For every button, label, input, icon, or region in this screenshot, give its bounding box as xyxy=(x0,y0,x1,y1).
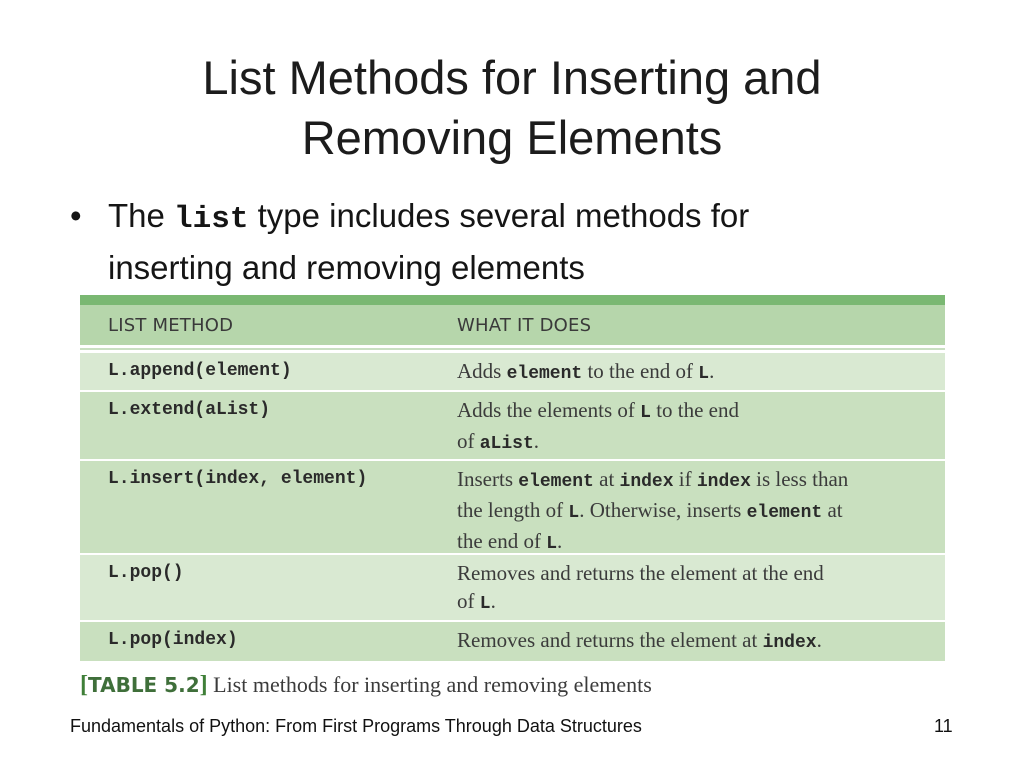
description-text: the length of xyxy=(457,498,569,522)
description-cell xyxy=(457,465,927,558)
description-code: element xyxy=(506,364,583,384)
description-code: index xyxy=(696,472,751,492)
description-text: Adds the elements of xyxy=(457,398,641,422)
table-top-bar xyxy=(80,295,945,305)
table-row xyxy=(80,353,945,390)
title-line-2: Removing Elements xyxy=(301,111,723,164)
description-text: . xyxy=(490,589,496,613)
method-cell: L.pop(index) xyxy=(108,630,238,650)
description-code: element xyxy=(746,503,823,523)
method-cell: L.insert(index, element) xyxy=(108,469,368,489)
caption-close-bracket: ] xyxy=(199,672,208,698)
bullet-marker: • xyxy=(70,197,82,234)
caption-label: TABLE 5.2 xyxy=(88,673,200,697)
description-cell xyxy=(457,396,927,458)
method-cell: L.append(element) xyxy=(108,361,292,381)
description-text: the end of xyxy=(457,529,547,553)
bullet-text xyxy=(108,192,868,292)
description-text: . xyxy=(557,529,563,553)
description-cell xyxy=(457,357,927,388)
table-row xyxy=(80,392,945,459)
caption-text: List methods for inserting and removing elements xyxy=(207,672,652,697)
table-body xyxy=(80,353,945,661)
description-code: L xyxy=(546,534,558,554)
method-cell: L.pop() xyxy=(108,563,184,583)
description-code: index xyxy=(619,472,674,492)
description-text: . Otherwise, inserts xyxy=(579,498,747,522)
table-row xyxy=(80,461,945,553)
table-row xyxy=(80,622,945,661)
description-text: . xyxy=(533,429,540,453)
slide-title xyxy=(0,48,1024,168)
description-text: at xyxy=(822,498,843,522)
description-text: if xyxy=(673,467,697,491)
description-text: Adds xyxy=(457,359,507,383)
description-code: L xyxy=(640,403,651,423)
table-header xyxy=(80,305,945,345)
method-cell: L.extend(aList) xyxy=(108,400,271,420)
description-text: to the end of xyxy=(582,359,699,383)
bullet-text-after: type includes several methods for inserting and removing elements xyxy=(108,197,750,286)
bullet-text-before: The xyxy=(108,197,175,234)
header-list-method: LIST METHOD xyxy=(108,315,234,336)
description-text: . xyxy=(709,359,715,383)
description-text: at xyxy=(593,467,620,491)
table-row xyxy=(80,555,945,620)
methods-table xyxy=(80,295,945,661)
footer-text: Fundamentals of Python: From First Programs Through Data Structures xyxy=(70,716,642,736)
page-number: 11 xyxy=(934,716,953,736)
description-text: to the end xyxy=(650,398,739,422)
description-text: . xyxy=(816,628,822,652)
description-text: Inserts xyxy=(457,467,519,491)
table-caption xyxy=(80,672,945,699)
description-code: aList xyxy=(479,434,534,454)
description-cell xyxy=(457,626,927,657)
description-text: is less than xyxy=(750,467,849,491)
title-line-1: List Methods for Inserting and xyxy=(202,51,822,104)
description-text: of xyxy=(457,429,480,453)
description-code: L xyxy=(698,364,710,384)
description-code: element xyxy=(518,472,594,492)
description-cell xyxy=(457,559,927,618)
description-text: of xyxy=(457,589,480,613)
header-what-it-does: WHAT IT DOES xyxy=(457,315,592,336)
description-text: Removes and returns the element at xyxy=(457,628,763,652)
description-code: index xyxy=(762,633,817,653)
caption-open-bracket: [ xyxy=(80,672,88,698)
description-text: Removes and returns the element at the end xyxy=(457,561,824,585)
bullet-code-list: list xyxy=(174,202,249,237)
description-code: L xyxy=(479,594,491,614)
description-code: L xyxy=(568,503,580,523)
